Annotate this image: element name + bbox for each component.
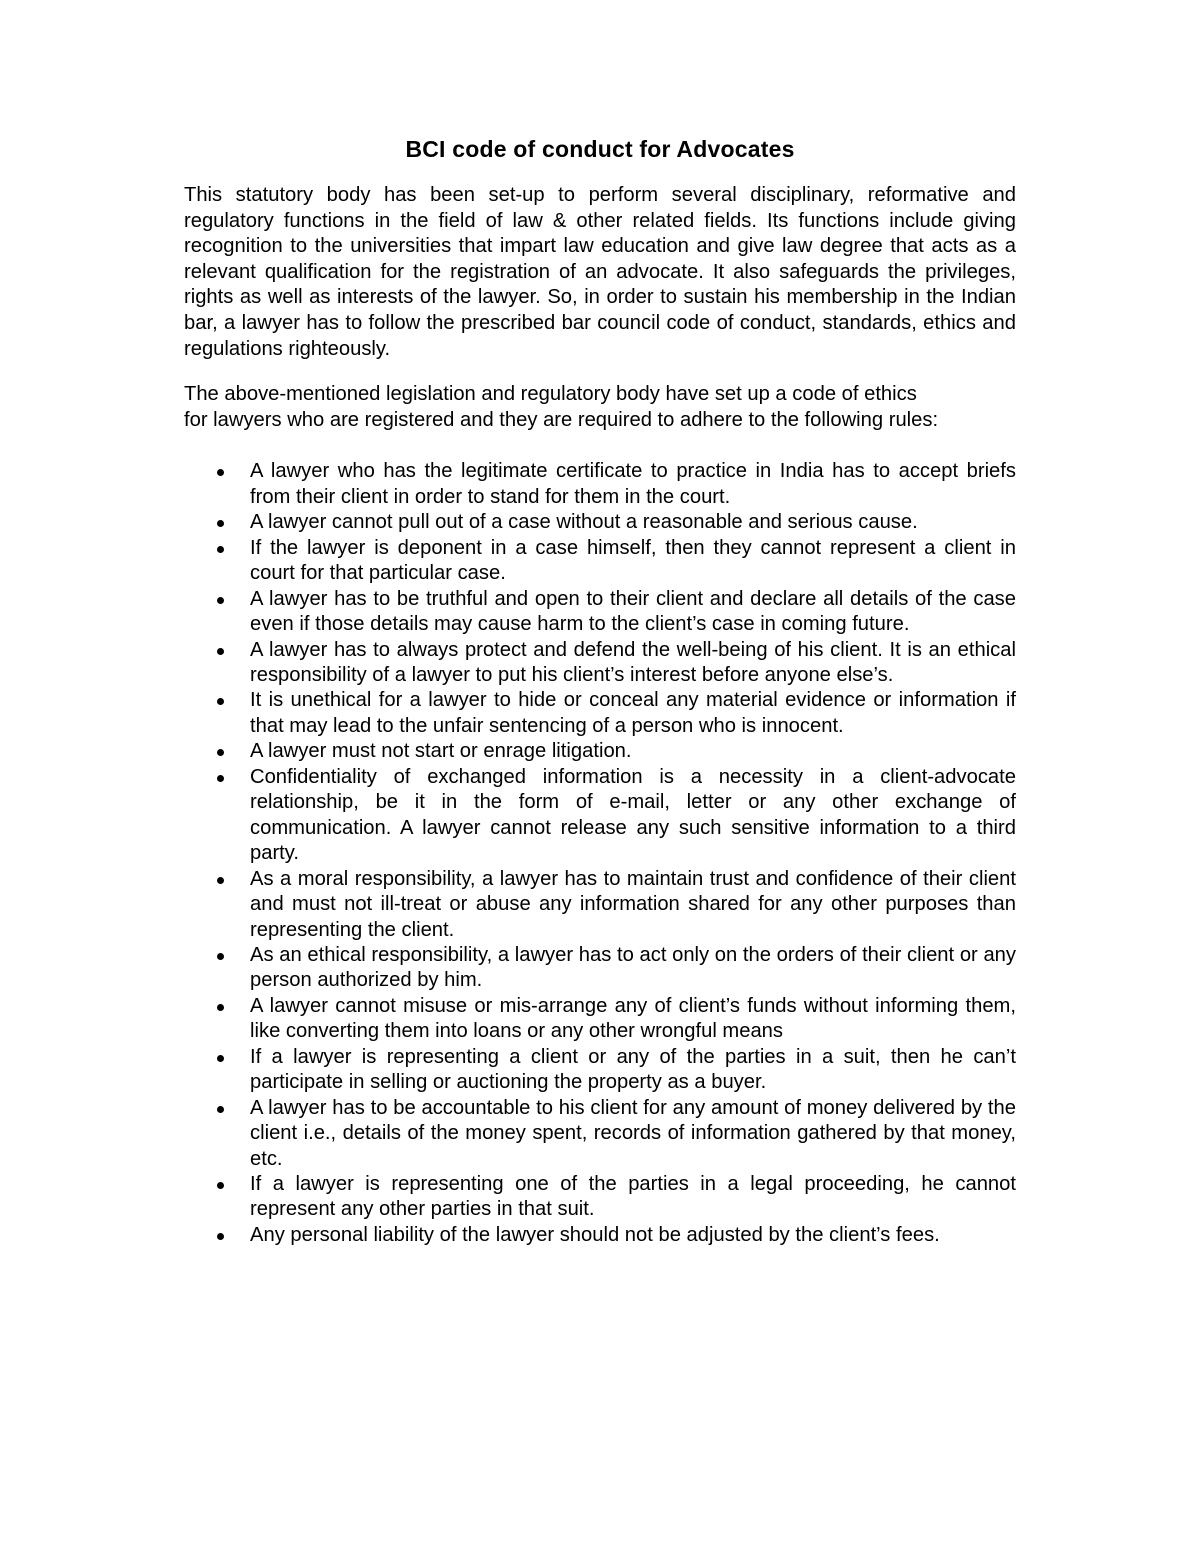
list-item bbox=[184, 867, 1016, 943]
bullet-icon bbox=[217, 1182, 224, 1189]
document-page bbox=[184, 134, 1016, 1248]
list-item bbox=[184, 1223, 1016, 1248]
list-item bbox=[184, 536, 1016, 587]
lead-in-line-2: for lawyers who are registered and they are required to adhere to the following rules: bbox=[184, 408, 939, 431]
lead-in-paragraph bbox=[184, 382, 1016, 433]
bullet-icon bbox=[217, 546, 224, 553]
list-item bbox=[184, 638, 1016, 689]
rules-list bbox=[184, 459, 1016, 1248]
rule-text: A lawyer cannot misuse or mis-arrange any of client’s funds without informing them, like converting them into loans or any other wrongful means bbox=[250, 994, 1016, 1043]
rule-text: As an ethical responsibility, a lawyer has to act only on the orders of their client or any person authorized by him. bbox=[250, 943, 1016, 992]
rule-text: A lawyer has to always protect and defend the well-being of his client. It is an ethical responsibility of a lawyer to put his client’s interest before anyone else’s. bbox=[250, 638, 1016, 686]
bullet-icon bbox=[217, 1233, 224, 1240]
rule-text: Any personal liability of the lawyer should not be adjusted by the client’s fees. bbox=[250, 1223, 940, 1246]
bullet-icon bbox=[217, 698, 224, 705]
list-item bbox=[184, 765, 1016, 867]
rule-text: A lawyer has to be accountable to his client for any amount of money delivered by the client i.e., details of the money spent, records of information gathered by that money, etc. bbox=[250, 1096, 1016, 1170]
rule-text: If a lawyer is representing one of the parties in a legal proceeding, he cannot represent any other parties in that suit. bbox=[250, 1173, 1016, 1221]
bullet-icon bbox=[217, 520, 224, 527]
rule-text: It is unethical for a lawyer to hide or conceal any material evidence or information if that may lead to the unfair sentencing of a person who is innocent. bbox=[250, 689, 1016, 737]
rule-text: As a moral responsibility, a lawyer has to maintain trust and confidence of their client and must not ill-treat or abuse any information shared for any other purposes than representing the client. bbox=[250, 867, 1016, 941]
bullet-icon bbox=[217, 1055, 224, 1062]
rule-text: A lawyer has to be truthful and open to their client and declare all details of the case even if those details may cause harm to the client’s case in coming future. bbox=[250, 587, 1016, 636]
bullet-icon bbox=[217, 775, 224, 782]
bullet-icon bbox=[217, 749, 224, 756]
list-item bbox=[184, 943, 1016, 994]
bullet-icon bbox=[217, 597, 224, 604]
bullet-icon bbox=[217, 953, 224, 960]
bullet-icon bbox=[217, 1004, 224, 1011]
document-title: BCI code of conduct for Advocates bbox=[405, 136, 795, 162]
bullet-icon bbox=[217, 1106, 224, 1113]
rule-text: A lawyer must not start or enrage litigation. bbox=[250, 740, 632, 763]
list-item bbox=[184, 1172, 1016, 1223]
list-item bbox=[184, 739, 1016, 764]
bullet-icon bbox=[217, 877, 224, 884]
list-item bbox=[184, 994, 1016, 1045]
rule-text: If a lawyer is representing a client or any of the parties in a suit, then he can’t participate in selling or auctioning the property as a buyer. bbox=[250, 1045, 1016, 1094]
rule-text: If the lawyer is deponent in a case himself, then they cannot represent a client in court for that particular case. bbox=[250, 536, 1016, 585]
list-item bbox=[184, 1045, 1016, 1096]
intro-paragraph: This statutory body has been set-up to perform several disciplinary, reformative and regulatory functions in the field of law & other related fields. Its functions include giving recognition to the universities that impart law education and give law degree that acts as a relevant qualification for the registration of an advocate. It also safeguards the privileges, rights as well as interests of the lawyer. So, in order to sustain his membership in the Indian bar, a lawyer has to follow the prescribed bar council code of conduct, standards, ethics and regulations righteously. bbox=[184, 184, 1016, 360]
list-item bbox=[184, 587, 1016, 638]
rule-text: A lawyer who has the legitimate certificate to practice in India has to accept briefs from their client in order to stand for them in the court. bbox=[250, 460, 1016, 508]
list-item bbox=[184, 510, 1016, 535]
list-item bbox=[184, 688, 1016, 739]
bullet-icon bbox=[217, 469, 224, 476]
lead-in-line-1: The above-mentioned legislation and regulatory body have set up a code of ethics bbox=[184, 383, 917, 406]
rule-text: A lawyer cannot pull out of a case without a reasonable and serious cause. bbox=[250, 511, 918, 534]
list-item bbox=[184, 459, 1016, 510]
rule-text: Confidentiality of exchanged information is a necessity in a client-advocate relationship, be it in the form of e-mail, letter or any other exchange of communication. A lawyer cannot release any such sensitive information to a third party. bbox=[250, 765, 1016, 865]
bullet-icon bbox=[217, 648, 224, 655]
list-item bbox=[184, 1096, 1016, 1172]
